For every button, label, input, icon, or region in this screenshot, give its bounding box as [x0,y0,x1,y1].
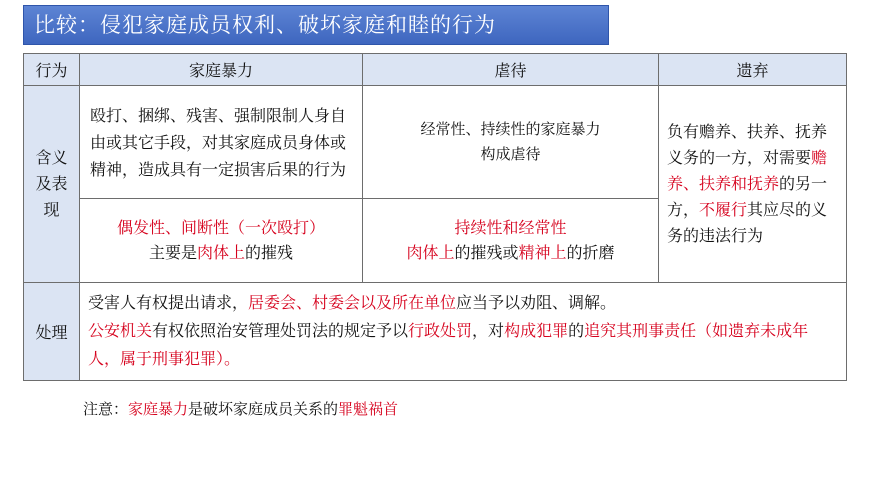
handle-text-4: ，对 [472,321,505,341]
header-abuse: 虐待 [363,54,659,86]
violence-main-text-2: 的摧残 [245,243,294,263]
aband-text-2: 的另一方， [667,174,828,220]
handle-text-3: 有权依照治安管理处罚法的规定予以 [152,321,409,341]
note-red-2: 罪魁祸首 [338,400,399,418]
comparison-table [23,53,847,381]
violence-feature-red: 偶发性、间断性（一次殴打） [116,218,325,238]
handle-red-5: 追究其刑事责任（如遗弃未成年人，属于刑事犯罪）。 [88,321,809,369]
abuse-detail-end: 的折磨 [566,243,615,263]
aband-text-3: 其应尽的义务的违法行为 [667,200,828,246]
handling-row [24,282,847,380]
abuse-detail-red-2: 精神上 [518,243,567,263]
row-label-meaning [24,86,80,282]
header-abandonment: 遗弃 [659,54,847,86]
meaning-row-1 [24,86,847,199]
abuse-definition [363,86,659,199]
header-row [24,54,847,86]
handle-red-3: 行政处罚 [408,321,473,341]
violence-main [86,240,356,265]
abuse-detail [369,240,652,265]
header-domestic-violence: 家庭暴力 [80,54,363,86]
handling-content [80,282,847,380]
page-title: 比较：侵犯家庭成员权利、破坏家庭和睦的行为 [23,5,609,45]
handle-text-1: 受害人有权提出请求， [88,293,249,313]
handle-red-4: 构成犯罪 [504,321,569,341]
abuse-features [363,199,659,283]
handle-text-5: 的 [568,321,585,341]
note-prefix: 注意： [83,400,129,418]
handle-red-1: 居委会、村委会以及所在单位 [248,293,457,313]
note-red-1: 家庭暴力 [128,400,189,418]
handle-red-2: 公安机关 [88,321,153,341]
row-label-meaning-text: 含义及表现 [35,148,68,220]
abuse-detail-mid: 的摧残或 [454,243,519,263]
abuse-detail-red-1: 肉体上 [406,243,455,263]
aband-red-1: 赡养、扶养和抚养 [667,148,828,194]
violence-features [80,199,363,283]
handle-text-2: 应当予以劝阻、调解。 [456,293,617,313]
note-mid: 是破坏家庭成员关系的 [188,400,339,418]
abuse-definition-text: 经常性、持续性的家庭暴力构成虐待 [420,120,601,164]
aband-text-1: 负有赡养、扶养、抚养义务的一方，对需要 [667,122,828,168]
row-label-handling: 处理 [24,282,80,380]
footer-note [83,398,398,419]
violence-definition: 殴打、捆绑、残害、强制限制人身自由或其它手段，对其家庭成员身体或精神，造成具有一定损害后果的行为 [80,86,363,199]
abuse-feature-red: 持续性和经常性 [454,218,567,238]
violence-main-red: 肉体上 [196,243,245,263]
header-behavior: 行为 [24,54,80,86]
violence-main-text-1: 主要是 [148,243,197,263]
abandonment-definition [659,86,847,282]
aband-red-2: 不履行 [699,200,748,220]
